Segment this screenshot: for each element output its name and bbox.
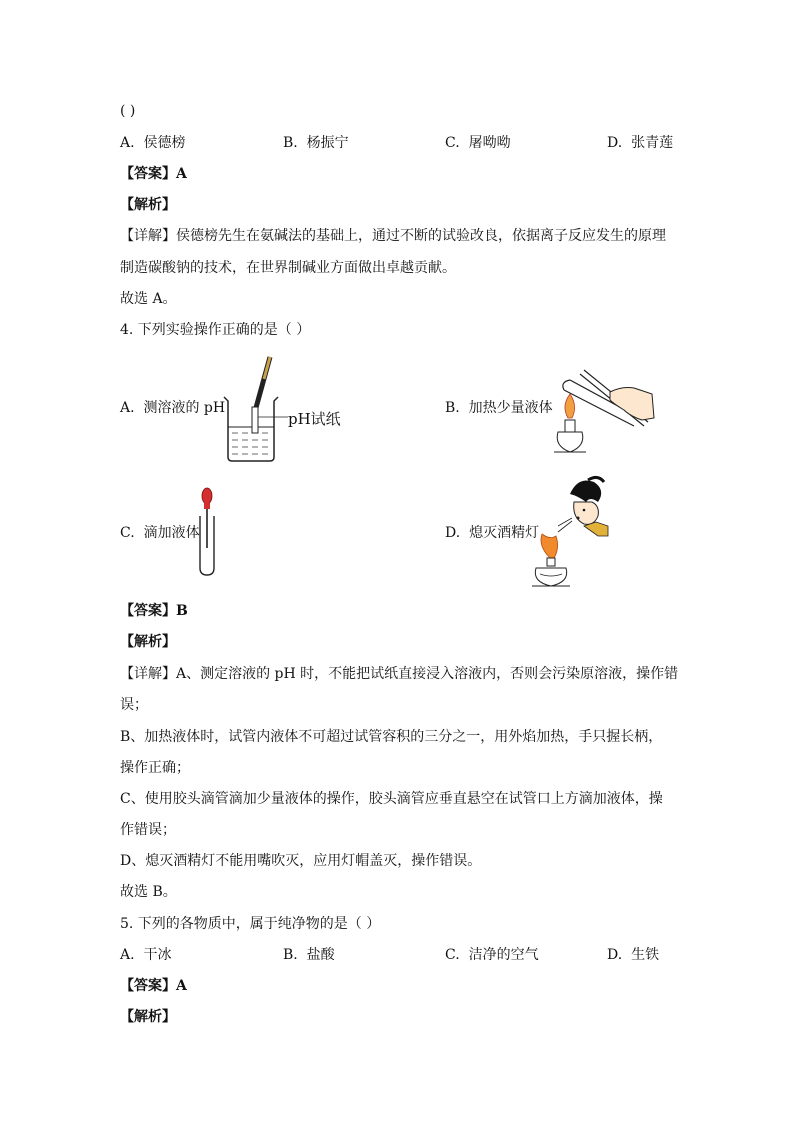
q4-detail-c-line-1: C、使用胶头滴管滴加少量液体的操作，胶头滴管应垂直悬空在试管口上方滴加液体，操 [120,791,663,807]
q5-option-d: D. 生铁 [607,947,660,963]
q5-answer: 【答案】A [120,978,187,994]
q4-detail-a-line-1: 【详解】A、测定溶液的 pH 时，不能把试纸直接浸入溶液内，否则会污染原溶液，操作错 [120,666,679,682]
q3-option-a: A. 侯德榜 [120,135,186,151]
q4-option-a: A. 测溶液的 pH [120,400,226,416]
q3-conclusion: 故选 A。 [120,291,177,307]
q5-option-b: B. 盐酸 [283,947,335,963]
q3-option-c: C. 屠呦呦 [445,135,511,151]
q5-option-c: C. 洁净的空气 [445,947,539,963]
q4-analysis-label: 【解析】 [120,634,176,650]
q3-paren: ( ) [120,103,136,119]
q4-option-b: B. 加热少量液体 [445,400,553,416]
q4-option-c: C. 滴加液体 [120,525,200,541]
q4-detail-c-line-2: 作错误； [120,822,176,838]
q4-detail-a-line-2: 误； [120,697,148,713]
q5-stem: 5. 下列的各物质中，属于纯净物的是（ ） [120,916,381,932]
q3-detail-line-1: 【详解】侯德榜先生在氨碱法的基础上，通过不断的试验改良，依据离子反应发生的原理 [120,228,666,244]
q4-detail-d: D、熄灭酒精灯不能用嘴吹灭，应用灯帽盖灭，操作错误。 [120,853,482,869]
q3-analysis-label: 【解析】 [120,197,176,213]
q4-answer: 【答案】B [120,603,188,619]
q4-detail-b-line-2: 操作正确； [120,760,190,776]
q3-detail-line-2: 制造碳酸钠的技术，在世界制碱业方面做出卓越贡献。 [120,260,456,276]
q3-option-b: B. 杨振宁 [283,135,349,151]
dropper-test-tube-illustration [192,486,222,578]
q4-conclusion: 故选 B。 [120,884,177,900]
heating-liquid-illustration [548,360,658,460]
blowing-lamp-illustration [528,474,610,590]
q4-detail-b-line-1: B、加热液体时，试管内液体不可超过试管容积的三分之一，用外焰加热，手只握长柄， [120,729,663,745]
beaker-ph-paper-illustration [218,355,298,465]
q5-option-a: A. 干冰 [120,947,172,963]
q4-stem: 4. 下列实验操作正确的是（ ） [120,322,311,338]
q4-option-d: D. 熄灭酒精灯 [445,525,540,541]
q3-option-d: D. 张青莲 [607,135,674,151]
ph-paper-label: pH试纸 [288,410,341,428]
q5-analysis-label: 【解析】 [120,1009,176,1025]
q3-answer: 【答案】A [120,166,187,182]
